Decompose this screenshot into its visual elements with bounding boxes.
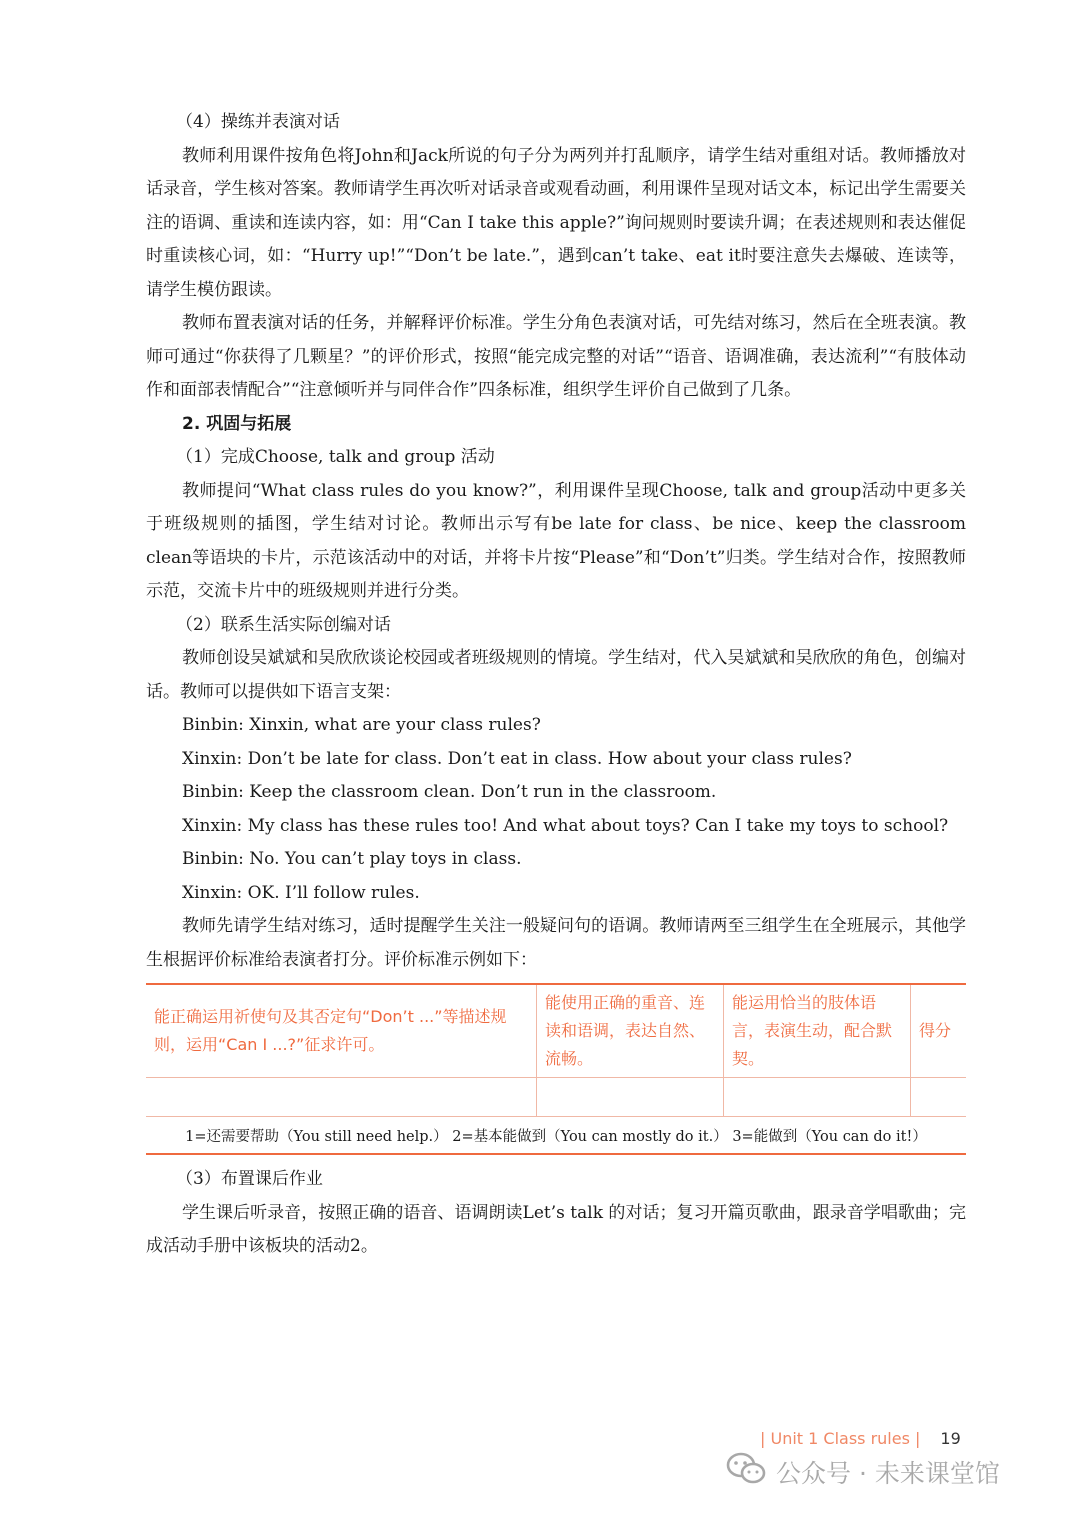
rubric-scale-text: 1=还需要帮助（You still need help.） 2=基本能做到（You can mostly do it.） 3=能做到（You can do it!） <box>146 1117 966 1155</box>
rubric-score-cell <box>911 1078 967 1117</box>
rubric-score-cell <box>724 1078 911 1117</box>
dialogue-line: Binbin: No. You can’t play toys in class. <box>182 849 522 869</box>
footer-unit-label: | Unit 1 Class rules | <box>760 1429 921 1448</box>
dialogue-line: Binbin: Xinxin, what are your class rules? <box>182 715 541 735</box>
subsection-1-heading: （1）完成Choose, talk and group 活动 <box>176 447 495 467</box>
page-number: 19 <box>940 1429 961 1448</box>
rubric-criterion-2: 能使用正确的重音、连读和语调，表达自然、流畅。 <box>537 984 724 1078</box>
rubric-header-row <box>146 984 966 1078</box>
rubric-score-cell <box>537 1078 724 1117</box>
subsection-2-paragraph-after: 教师先请学生结对练习，适时提醒学生关注一般疑问句的语调。教师请两至三组学生在全班展示，其他学生根据评价标准给表演者打分。评价标准示例如下： <box>146 916 966 970</box>
section-4-paragraph-1: 教师利用课件按角色将John和Jack所说的句子分为两列并打乱顺序，请学生结对重组对话。教师播放对话录音，学生核对答案。教师请学生再次听对话录音或观看动画，利用课件呈现对话文本，标记出学生需要关注的语调、重读和连读内容，如：用“Can I take this apple?”询问规则时要读升调；在表述规则和表达催促时重读核心词，如：“Hurry up!”“Don’t be late.”，遇到can’t take、eat it时要注意失去爆破、连读等，请学生模仿跟读。 <box>146 145 966 300</box>
section-4-heading: （4）操练并表演对话 <box>176 112 340 132</box>
rubric-score-header: 得分 <box>911 984 967 1078</box>
subsection-2-heading: （2）联系生活实际创编对话 <box>176 614 391 635</box>
subsection-3-paragraph: 学生课后听录音，按照正确的语音、语调朗读Let’s talk 的对话；复习开篇页歌曲，跟录音学唱歌曲；完成活动手册中该板块的活动2。 <box>146 1202 966 1256</box>
rubric-score-row <box>146 1078 966 1117</box>
dialogue-line: Xinxin: Don’t be late for class. Don’t eat in class. How about your class rules? <box>182 748 852 769</box>
dialogue-line: Xinxin: OK. I’ll follow rules. <box>182 882 420 903</box>
subsection-2-paragraph: 教师创设吴斌斌和吴欣欣谈论校园或者班级规则的情境。学生结对，代入吴斌斌和吴欣欣的角色，创编对话。教师可以提供如下语言支架： <box>146 648 966 702</box>
section-2-heading: 2. 巩固与拓展 <box>182 413 292 434</box>
watermark <box>726 1452 1000 1492</box>
subsection-3-heading: （3）布置课后作业 <box>176 1169 323 1189</box>
subsection-1-paragraph: 教师提问“What class rules do you know?”，利用课件呈现Choose, talk and group活动中更多关于班级规则的插图，学生结对讨论。教师出示写有be late for class、be nice、keep the classroom clean等语块的卡片，示范该活动中的对话，并将卡片按“Please”和“Don’t”归类。学生结对合作，按照教师示范，交流卡片中的班级规则并进行分类。 <box>146 480 966 601</box>
watermark-text: 公众号 · 未来课堂馆 <box>776 1459 1000 1488</box>
rubric-score-cell <box>146 1078 537 1117</box>
page-content <box>146 106 966 1264</box>
wechat-icon <box>726 1452 768 1492</box>
dialogue-line: Xinxin: My class has these rules too! And what about toys? Can I take my toys to school? <box>182 815 949 836</box>
page-footer <box>760 1429 961 1448</box>
section-4-paragraph-2: 教师布置表演对话的任务，并解释评价标准。学生分角色表演对话，可先结对练习，然后在全班表演。教师可通过“你获得了几颗星？”的评价形式，按照“能完成完整的对话”“语音、语调准确，表达流利”“有肢体动作和面部表情配合”“注意倾听并与同伴合作”四条标准，组织学生评价自己做到了几条。 <box>146 313 966 400</box>
evaluation-rubric-table <box>146 983 966 1155</box>
dialogue-line: Binbin: Keep the classroom clean. Don’t run in the classroom. <box>182 782 717 802</box>
rubric-criterion-1: 能正确运用祈使句及其否定句“Don’t ...”等描述规则，运用“Can I ...?”征求许可。 <box>146 984 537 1078</box>
rubric-criterion-3: 能运用恰当的肢体语言，表演生动，配合默契。 <box>724 984 911 1078</box>
rubric-scale-row <box>146 1117 966 1155</box>
